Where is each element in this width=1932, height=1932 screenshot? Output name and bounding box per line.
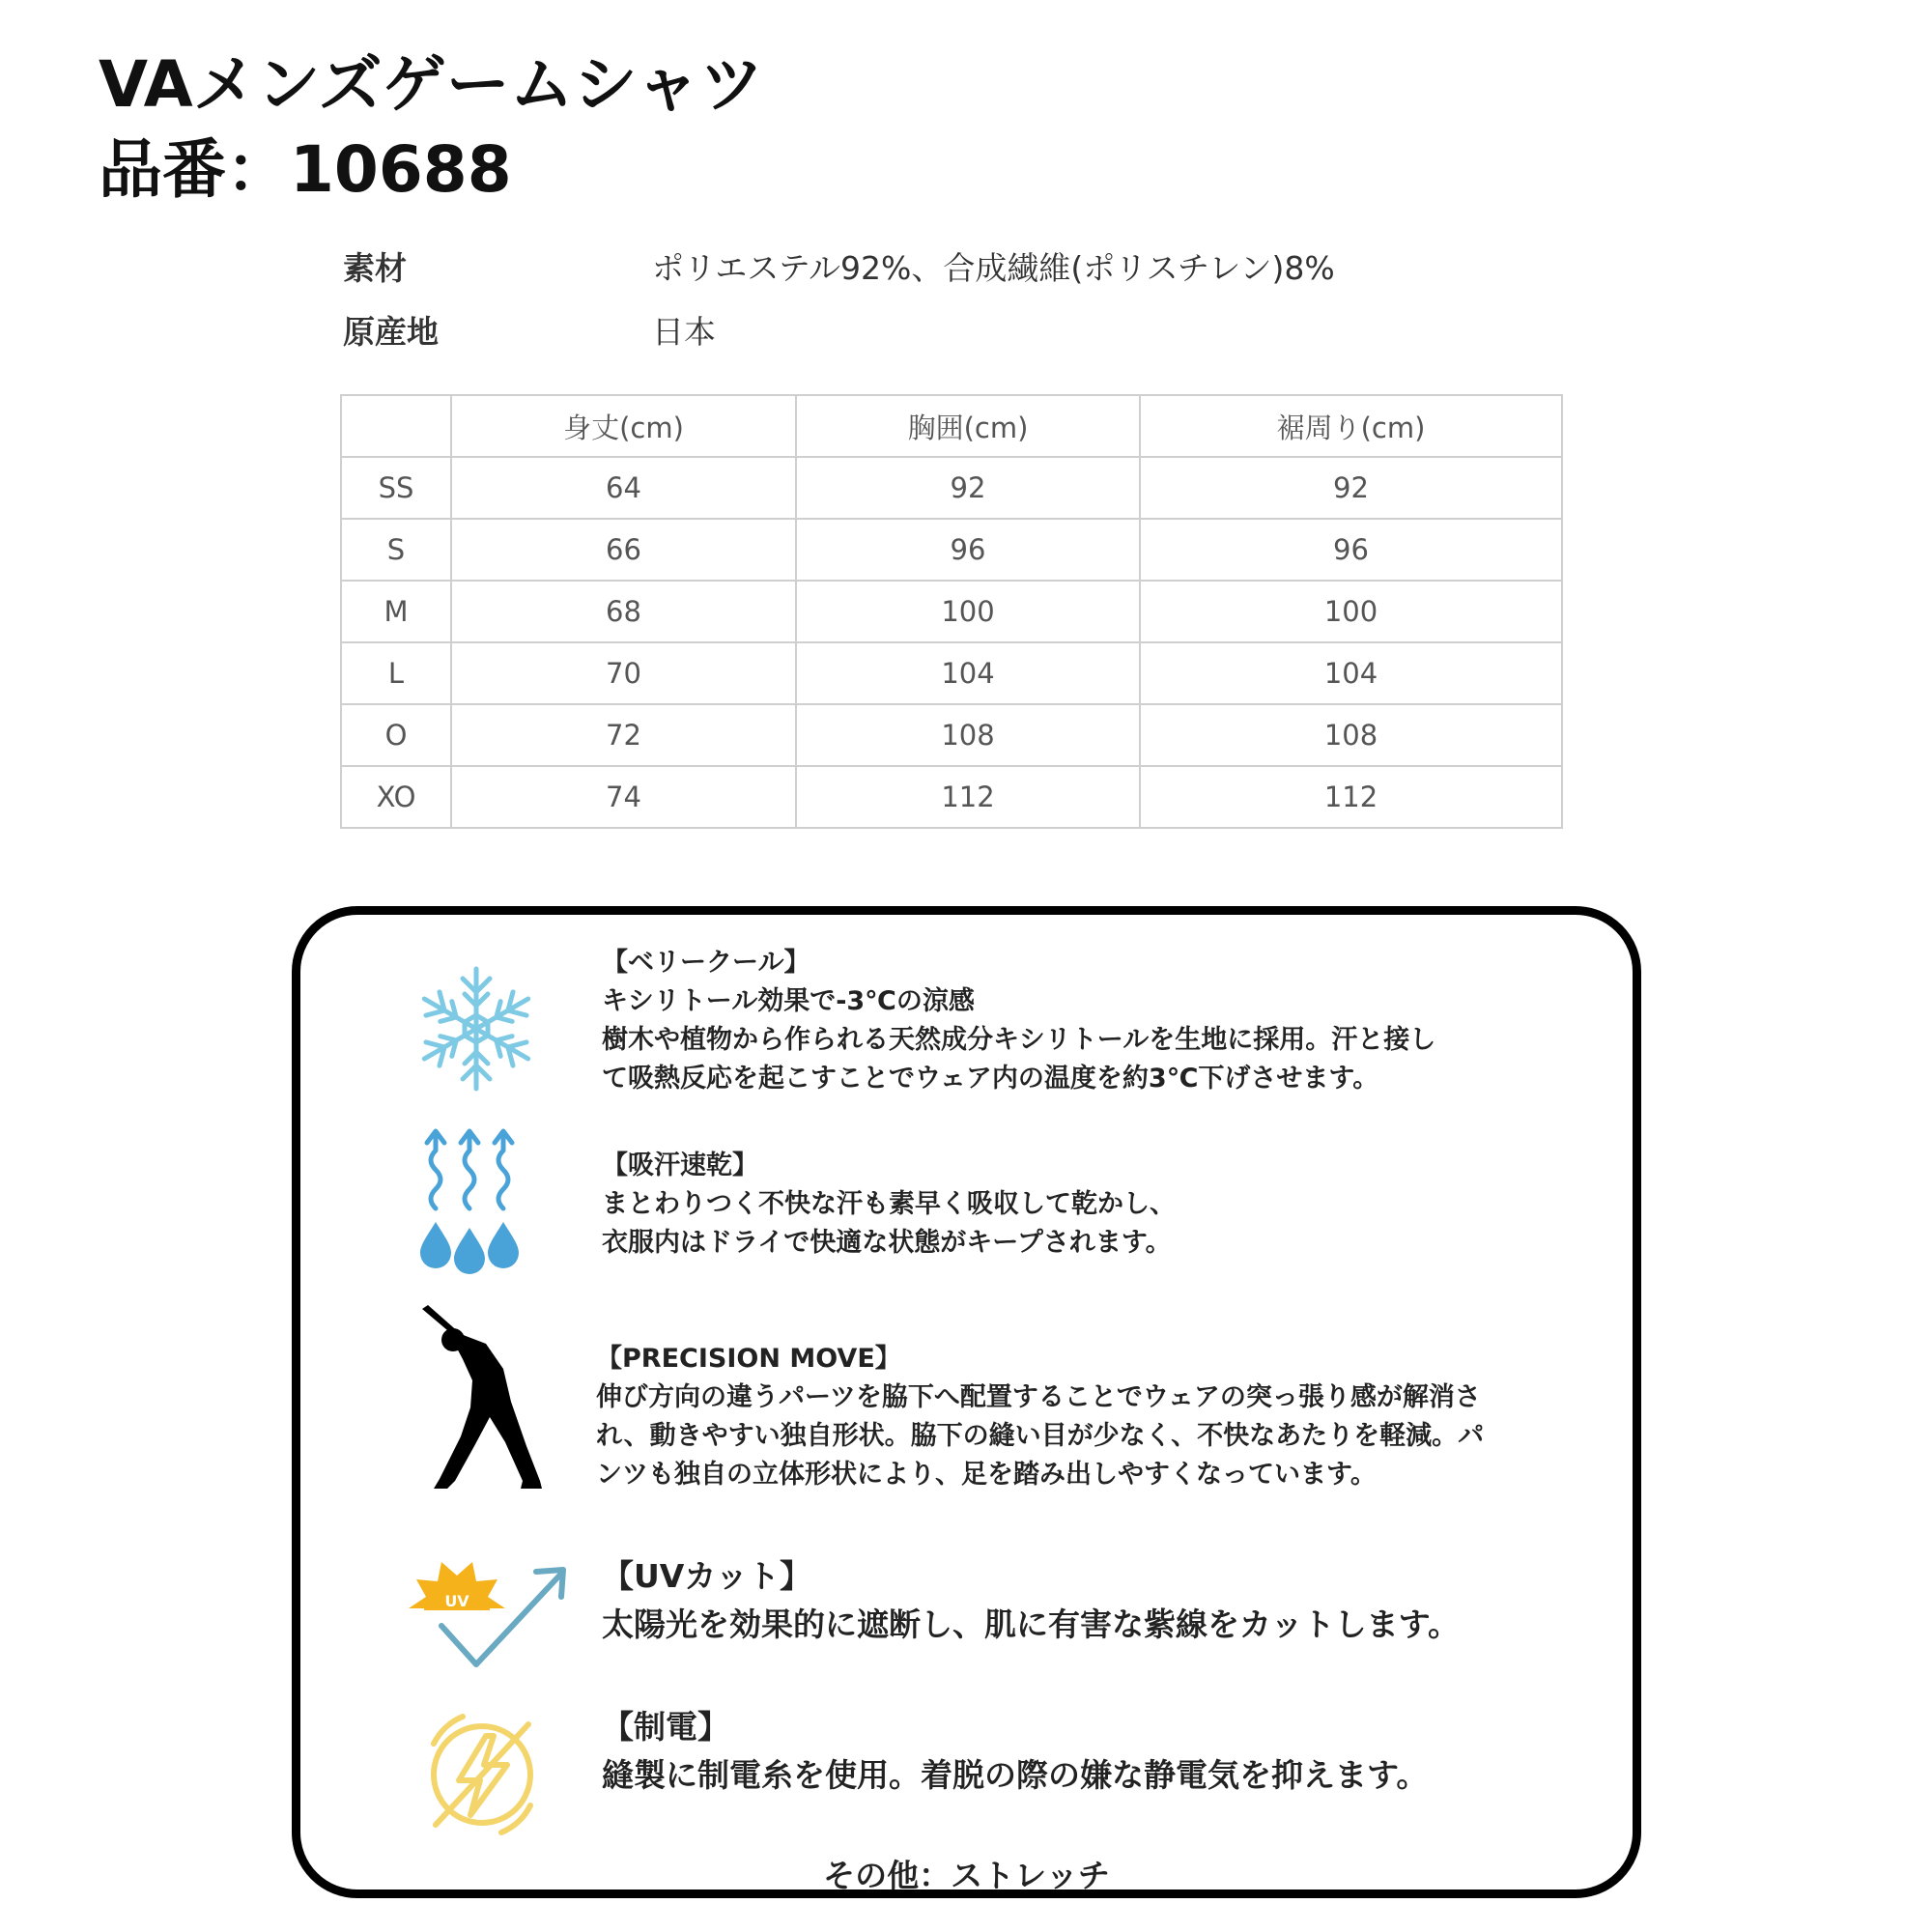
- feature-title: 【ベリークール】: [602, 948, 810, 978]
- table-row: [341, 704, 1562, 766]
- size-table: [340, 394, 1563, 829]
- feature-very-cool: [602, 944, 1606, 1098]
- feature-quick-dry: [602, 1147, 1606, 1263]
- feature-description: 伸び方向の違うパーツを脇下へ配置することでウェアの突っ張り感が解消さ れ、動きやすい独自形状。脇下の縫い目が少なく、不快なあたりを軽減。パ ンツも独自の立体形状により、足を踏み出しやすくなっています。: [596, 1382, 1485, 1490]
- size-label: L: [341, 642, 451, 704]
- stretching-person-icon: [418, 1301, 544, 1498]
- table-cell: 100: [796, 581, 1140, 642]
- other-feature-note: その他：ストレッチ: [823, 1857, 1110, 1894]
- table-cell: 66: [451, 519, 796, 581]
- table-cell: 108: [1140, 704, 1562, 766]
- product-name: VAメンズゲームシャツ: [99, 47, 764, 122]
- table-cell: 112: [1140, 766, 1562, 828]
- feature-description: まとわりつく不快な汗も素早く吸収して乾かし、 衣服内はドライで快適な状態がキープされます。: [602, 1189, 1176, 1258]
- feature-description: 縫製に制電糸を使用。着脱の際の嫌な静電気を抑えます。: [602, 1756, 1429, 1794]
- table-row: [341, 642, 1562, 704]
- feature-description: 太陽光を効果的に遮断し、肌に有害な紫線をカットします。: [602, 1605, 1461, 1643]
- table-cell: 104: [796, 642, 1140, 704]
- feature-precision-move: [596, 1340, 1601, 1494]
- table-row: [341, 581, 1562, 642]
- table-cell: 70: [451, 642, 796, 704]
- table-cell: 64: [451, 457, 796, 519]
- features-panel: [292, 906, 1641, 1898]
- feature-description: キシリトール効果で-3℃の涼感 樹木や植物から作られる天然成分キシリトールを生地に採用。汗と接し て吸熱反応を起こすことでウェア内の温度を約3℃下げさせます。: [602, 986, 1436, 1094]
- table-row: [341, 457, 1562, 519]
- size-label: O: [341, 704, 451, 766]
- sweat-wicking-icon: [416, 1120, 523, 1278]
- lightning-bolt-icon: [414, 1707, 550, 1846]
- table-cell: 96: [1140, 519, 1562, 581]
- product-code: 品番：10688: [99, 132, 512, 207]
- table-cell: 108: [796, 704, 1140, 766]
- uv-badge: UV: [444, 1592, 469, 1610]
- table-row: [341, 519, 1562, 581]
- size-label: M: [341, 581, 451, 642]
- table-cell: 74: [451, 766, 796, 828]
- table-cell: 96: [796, 519, 1140, 581]
- table-row: [341, 766, 1562, 828]
- spec-value: ポリエステル92%、合成繊維(ポリスチレン)8%: [652, 249, 1335, 287]
- table-cell: 100: [1140, 581, 1562, 642]
- snowflake-icon: [409, 961, 544, 1100]
- spec-value: 日本: [652, 313, 716, 351]
- table-cell: 92: [796, 457, 1140, 519]
- table-cell: 112: [796, 766, 1140, 828]
- table-cell: 72: [451, 704, 796, 766]
- size-label: S: [341, 519, 451, 581]
- table-cell: 68: [451, 581, 796, 642]
- table-cell: 104: [1140, 642, 1562, 704]
- feature-title: 【PRECISION MOVE】: [596, 1344, 901, 1374]
- column-header: 身丈(cm): [451, 395, 796, 457]
- size-label: SS: [341, 457, 451, 519]
- feature-uv-cut: [602, 1552, 1606, 1649]
- spec-label: 素材: [343, 249, 407, 287]
- uv-sun-icon: [403, 1558, 577, 1678]
- size-label: XO: [341, 766, 451, 828]
- column-header: 裾周り(cm): [1140, 395, 1562, 457]
- table-cell: 92: [1140, 457, 1562, 519]
- column-header: [341, 395, 451, 457]
- feature-title: 【吸汗速乾】: [602, 1151, 758, 1180]
- feature-antistatic: [602, 1703, 1606, 1800]
- size-table-header: [341, 395, 1562, 457]
- spec-label: 原産地: [343, 313, 439, 351]
- feature-title: 【制電】: [602, 1708, 729, 1746]
- column-header: 胸囲(cm): [796, 395, 1140, 457]
- feature-title: 【UVカット】: [602, 1557, 812, 1595]
